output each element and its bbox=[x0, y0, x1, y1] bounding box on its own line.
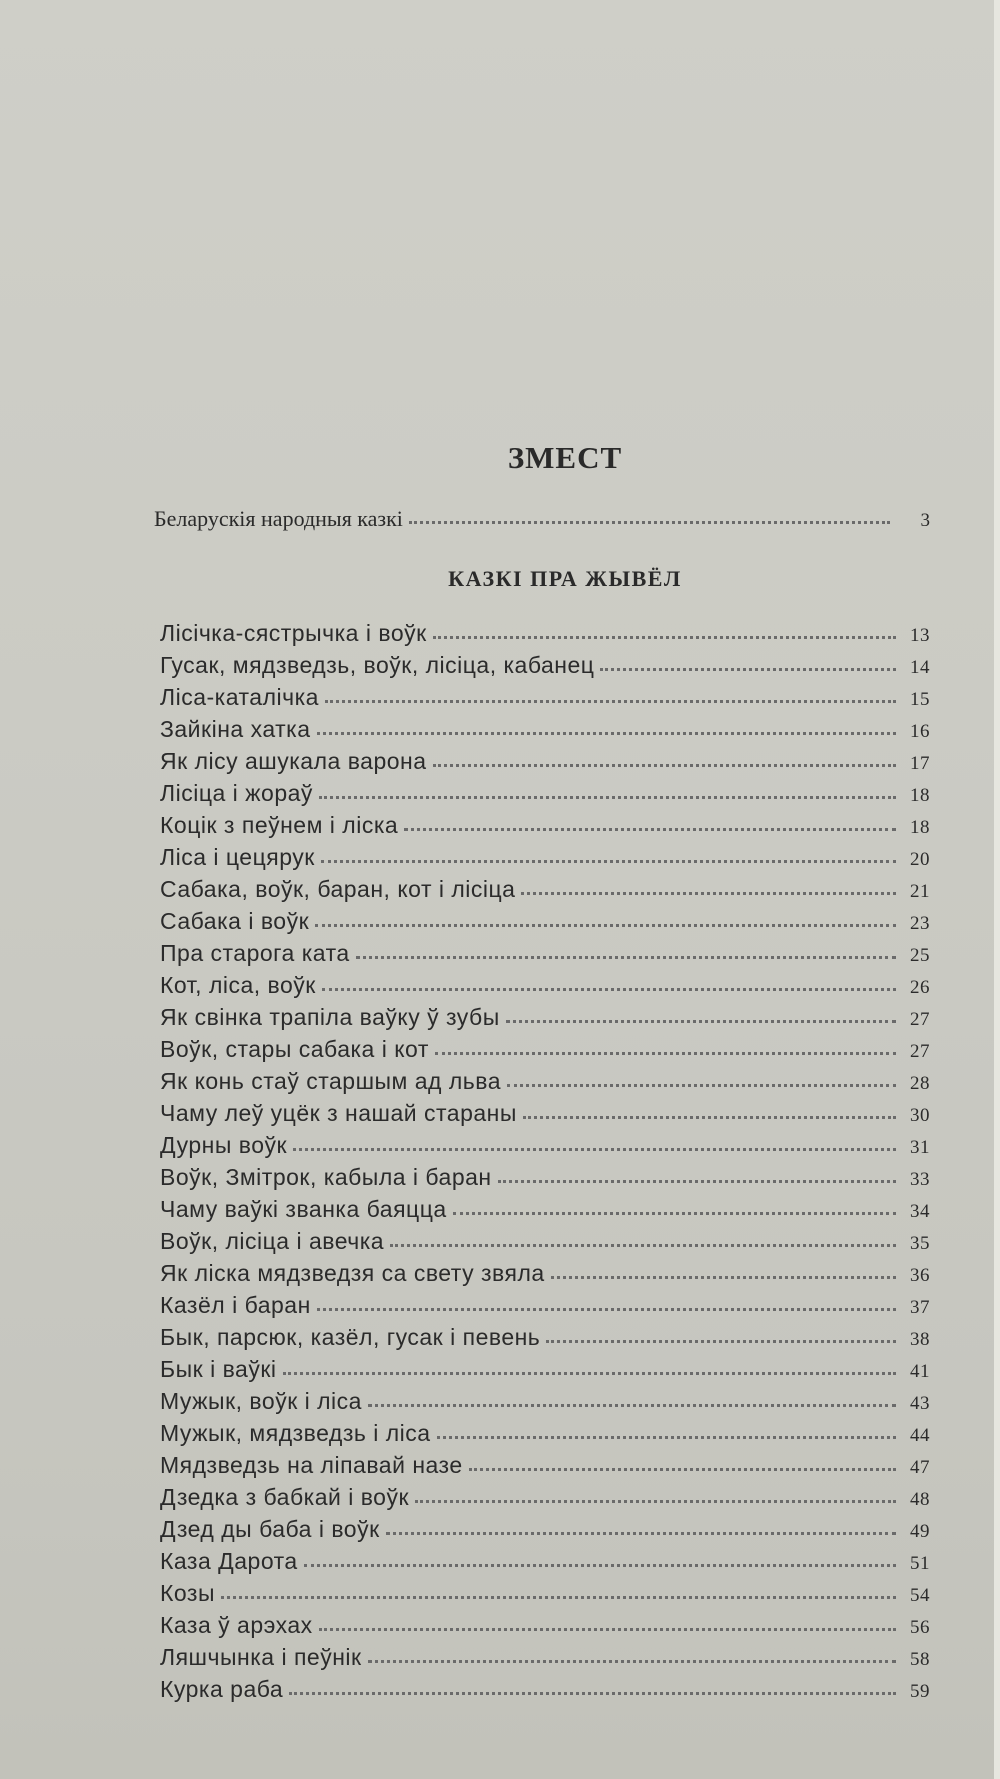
toc-entry bbox=[160, 1228, 930, 1260]
toc-entry bbox=[160, 1676, 930, 1708]
toc-entry bbox=[160, 1036, 930, 1068]
toc-entry bbox=[160, 1164, 930, 1196]
toc-entry-title: Сабака і воўк bbox=[160, 908, 310, 934]
leader-dots bbox=[289, 1692, 896, 1695]
leader-dots bbox=[469, 1468, 896, 1471]
toc-entry-page-number: 58 bbox=[910, 1649, 930, 1670]
toc-entry-page-number: 54 bbox=[910, 1585, 930, 1606]
toc-entry-title: Дзед ды баба і воўк bbox=[160, 1516, 380, 1542]
toc-entry bbox=[160, 1580, 930, 1612]
toc-entry bbox=[160, 940, 930, 972]
toc-entry-page-number: 41 bbox=[910, 1361, 930, 1382]
toc-entry-page-number: 14 bbox=[910, 657, 930, 678]
toc-entry-page-number: 26 bbox=[910, 977, 930, 998]
toc-entry bbox=[160, 1260, 930, 1292]
toc-list bbox=[160, 620, 930, 1708]
leader-dots bbox=[317, 1308, 896, 1311]
toc-entry-page-number: 16 bbox=[910, 721, 930, 742]
toc-entry bbox=[160, 908, 930, 940]
toc-entry-title: Каза Дарота bbox=[160, 1548, 298, 1574]
toc-entry-page-number: 37 bbox=[910, 1297, 930, 1318]
toc-entry-title: Дурны воўк bbox=[160, 1132, 288, 1158]
leader-dots bbox=[551, 1276, 896, 1279]
toc-entry-page-number: 44 bbox=[910, 1425, 930, 1446]
leader-dots bbox=[433, 764, 896, 767]
toc-entry bbox=[160, 1132, 930, 1164]
toc-entry-title: Воўк, Змітрок, кабыла і баран bbox=[160, 1164, 492, 1190]
leader-dots bbox=[453, 1212, 896, 1215]
leader-dots bbox=[322, 988, 896, 991]
toc-entry-page-number: 27 bbox=[910, 1009, 930, 1030]
leader-dots bbox=[433, 636, 896, 639]
leader-dots bbox=[390, 1244, 896, 1247]
toc-entry-title: Бык, парсюк, казёл, гусак і певень bbox=[160, 1324, 541, 1350]
toc-entry-page-number: 59 bbox=[910, 1681, 930, 1702]
leader-dots bbox=[321, 860, 896, 863]
toc-entry-page-number: 56 bbox=[910, 1617, 930, 1638]
toc-entry-page-number: 27 bbox=[910, 1041, 930, 1062]
toc-entry-page-number: 23 bbox=[910, 913, 930, 934]
toc-entry bbox=[160, 1644, 930, 1676]
toc-entry-title: Мядзведзь на ліпавай назе bbox=[160, 1452, 463, 1478]
toc-entry-title: Чаму ваўкі званка баяцца bbox=[160, 1196, 447, 1222]
leader-dots bbox=[283, 1372, 896, 1375]
toc-entry bbox=[160, 1292, 930, 1324]
section-title: КАЗКІ ПРА ЖЫВЁЛ bbox=[448, 566, 682, 591]
toc-entry-page-number: 33 bbox=[910, 1169, 930, 1190]
toc-entry-page-number: 34 bbox=[910, 1201, 930, 1222]
toc-entry-page-number: 25 bbox=[910, 945, 930, 966]
leader-dots bbox=[293, 1148, 896, 1151]
toc-entry-page-number: 18 bbox=[910, 785, 930, 806]
leader-dots bbox=[368, 1660, 896, 1663]
toc-entry-title: Мужык, воўк і ліса bbox=[160, 1388, 362, 1414]
leader-dots bbox=[600, 668, 896, 671]
leader-dots bbox=[319, 1628, 896, 1631]
page-title: ЗМЕСТ bbox=[507, 440, 623, 475]
toc-entry bbox=[160, 1516, 930, 1548]
toc-entry bbox=[160, 1484, 930, 1516]
toc-entry-title: Бык і ваўкі bbox=[160, 1356, 277, 1382]
toc-entry-title: Воўк, лісіца і авечка bbox=[160, 1228, 385, 1254]
toc-entry bbox=[160, 1452, 930, 1484]
toc-entry-page-number: 13 bbox=[910, 625, 930, 646]
toc-entry bbox=[160, 1612, 930, 1644]
toc-entry-page-number: 49 bbox=[910, 1521, 930, 1542]
toc-entry-page-number: 47 bbox=[910, 1457, 930, 1478]
leader-dots bbox=[507, 1084, 896, 1087]
toc-entry bbox=[160, 1548, 930, 1580]
toc-entry-page-number: 38 bbox=[910, 1329, 930, 1350]
toc-entry-title: Як ліска мядзведзя са свету звяла bbox=[160, 1260, 545, 1286]
toc-entry-title: Ліса і цецярук bbox=[160, 844, 315, 870]
toc-entry-title: Лісічка-сястрычка і воўк bbox=[160, 620, 427, 646]
leader-dots bbox=[415, 1500, 896, 1503]
toc-entry-page-number: 15 bbox=[910, 689, 930, 710]
toc-entry bbox=[160, 652, 930, 684]
toc-entry-title: Ляшчынка і пеўнік bbox=[160, 1644, 362, 1670]
toc-entry-title: Казёл і баран bbox=[160, 1292, 311, 1318]
leader-dots bbox=[546, 1340, 896, 1343]
toc-entry bbox=[160, 684, 930, 716]
toc-entry bbox=[160, 780, 930, 812]
toc-entry bbox=[160, 972, 930, 1004]
toc-entry-title: Каза ў арэхах bbox=[160, 1612, 313, 1638]
leader-dots bbox=[404, 828, 896, 831]
toc-entry bbox=[160, 716, 930, 748]
toc-entry-page-number: 21 bbox=[910, 881, 930, 902]
page-edge bbox=[994, 0, 1000, 1779]
leader-dots bbox=[319, 796, 896, 799]
toc-entry-title: Гусак, мядзведзь, воўк, лісіца, кабанец bbox=[160, 652, 595, 678]
toc-entry-title: Кот, ліса, воўк bbox=[160, 972, 316, 998]
toc-entry bbox=[160, 1004, 930, 1036]
intro-page-number: 3 bbox=[920, 510, 930, 531]
toc-entry-title: Як лісу ашукала варона bbox=[160, 748, 427, 774]
leader-dots bbox=[317, 732, 896, 735]
toc-entry-page-number: 51 bbox=[910, 1553, 930, 1574]
toc-entry-page-number: 28 bbox=[910, 1073, 930, 1094]
toc-entry-title: Чаму леў уцёк з нашай стараны bbox=[160, 1100, 517, 1126]
leader-dots bbox=[221, 1596, 896, 1599]
toc-entry-title: Ліса-каталічка bbox=[160, 684, 319, 710]
leader-dots bbox=[325, 700, 896, 703]
toc-entry bbox=[160, 1324, 930, 1356]
leader-dots bbox=[523, 1116, 896, 1119]
toc-entry-title: Воўк, стары сабака і кот bbox=[160, 1036, 429, 1062]
toc-entry bbox=[160, 1196, 930, 1228]
toc-entry bbox=[160, 748, 930, 780]
intro-title: Беларускія народныя казкі bbox=[154, 506, 403, 531]
intro-entry bbox=[154, 506, 930, 532]
table-of-contents bbox=[154, 440, 930, 1708]
toc-entry-title: Як конь стаў старшым ад льва bbox=[160, 1068, 502, 1094]
toc-entry-title: Сабака, воўк, баран, кот і лісіца bbox=[160, 876, 516, 902]
toc-entry bbox=[160, 1388, 930, 1420]
leader-dots bbox=[521, 892, 896, 895]
toc-entry bbox=[160, 1068, 930, 1100]
leader-dots bbox=[304, 1564, 896, 1567]
leader-dots bbox=[368, 1404, 896, 1407]
toc-entry-title: Пра старога ката bbox=[160, 940, 350, 966]
toc-entry-page-number: 35 bbox=[910, 1233, 930, 1254]
toc-entry bbox=[160, 1100, 930, 1132]
toc-entry-title: Курка раба bbox=[160, 1676, 284, 1702]
toc-entry-title: Коцік з пеўнем і ліска bbox=[160, 812, 399, 838]
toc-entry-title: Як свінка трапіла ваўку ў зубы bbox=[160, 1004, 500, 1030]
leader-dots bbox=[386, 1532, 896, 1535]
toc-entry-page-number: 17 bbox=[910, 753, 930, 774]
toc-entry bbox=[160, 1420, 930, 1452]
toc-entry bbox=[160, 844, 930, 876]
leader-dots bbox=[435, 1052, 896, 1055]
leader-dots bbox=[437, 1436, 896, 1439]
leader-dots bbox=[498, 1180, 896, 1183]
toc-entry-page-number: 18 bbox=[910, 817, 930, 838]
toc-entry-title: Дзедка з бабкай і воўк bbox=[160, 1484, 410, 1510]
leader-dots bbox=[356, 956, 896, 959]
leader-dots bbox=[409, 521, 890, 524]
toc-entry-page-number: 20 bbox=[910, 849, 930, 870]
toc-entry bbox=[160, 620, 930, 652]
toc-entry-page-number: 48 bbox=[910, 1489, 930, 1510]
leader-dots bbox=[315, 924, 896, 927]
toc-entry bbox=[160, 1356, 930, 1388]
toc-entry bbox=[160, 876, 930, 908]
toc-entry-title: Зайкіна хатка bbox=[160, 716, 311, 742]
toc-entry-page-number: 36 bbox=[910, 1265, 930, 1286]
toc-entry-page-number: 43 bbox=[910, 1393, 930, 1414]
toc-entry bbox=[160, 812, 930, 844]
leader-dots bbox=[506, 1020, 896, 1023]
toc-entry-page-number: 31 bbox=[910, 1137, 930, 1158]
toc-entry-title: Мужык, мядзведзь і ліса bbox=[160, 1420, 431, 1446]
toc-entry-page-number: 30 bbox=[910, 1105, 930, 1126]
toc-entry-title: Лісіца і жораў bbox=[160, 780, 313, 806]
toc-entry-title: Козы bbox=[160, 1580, 216, 1606]
